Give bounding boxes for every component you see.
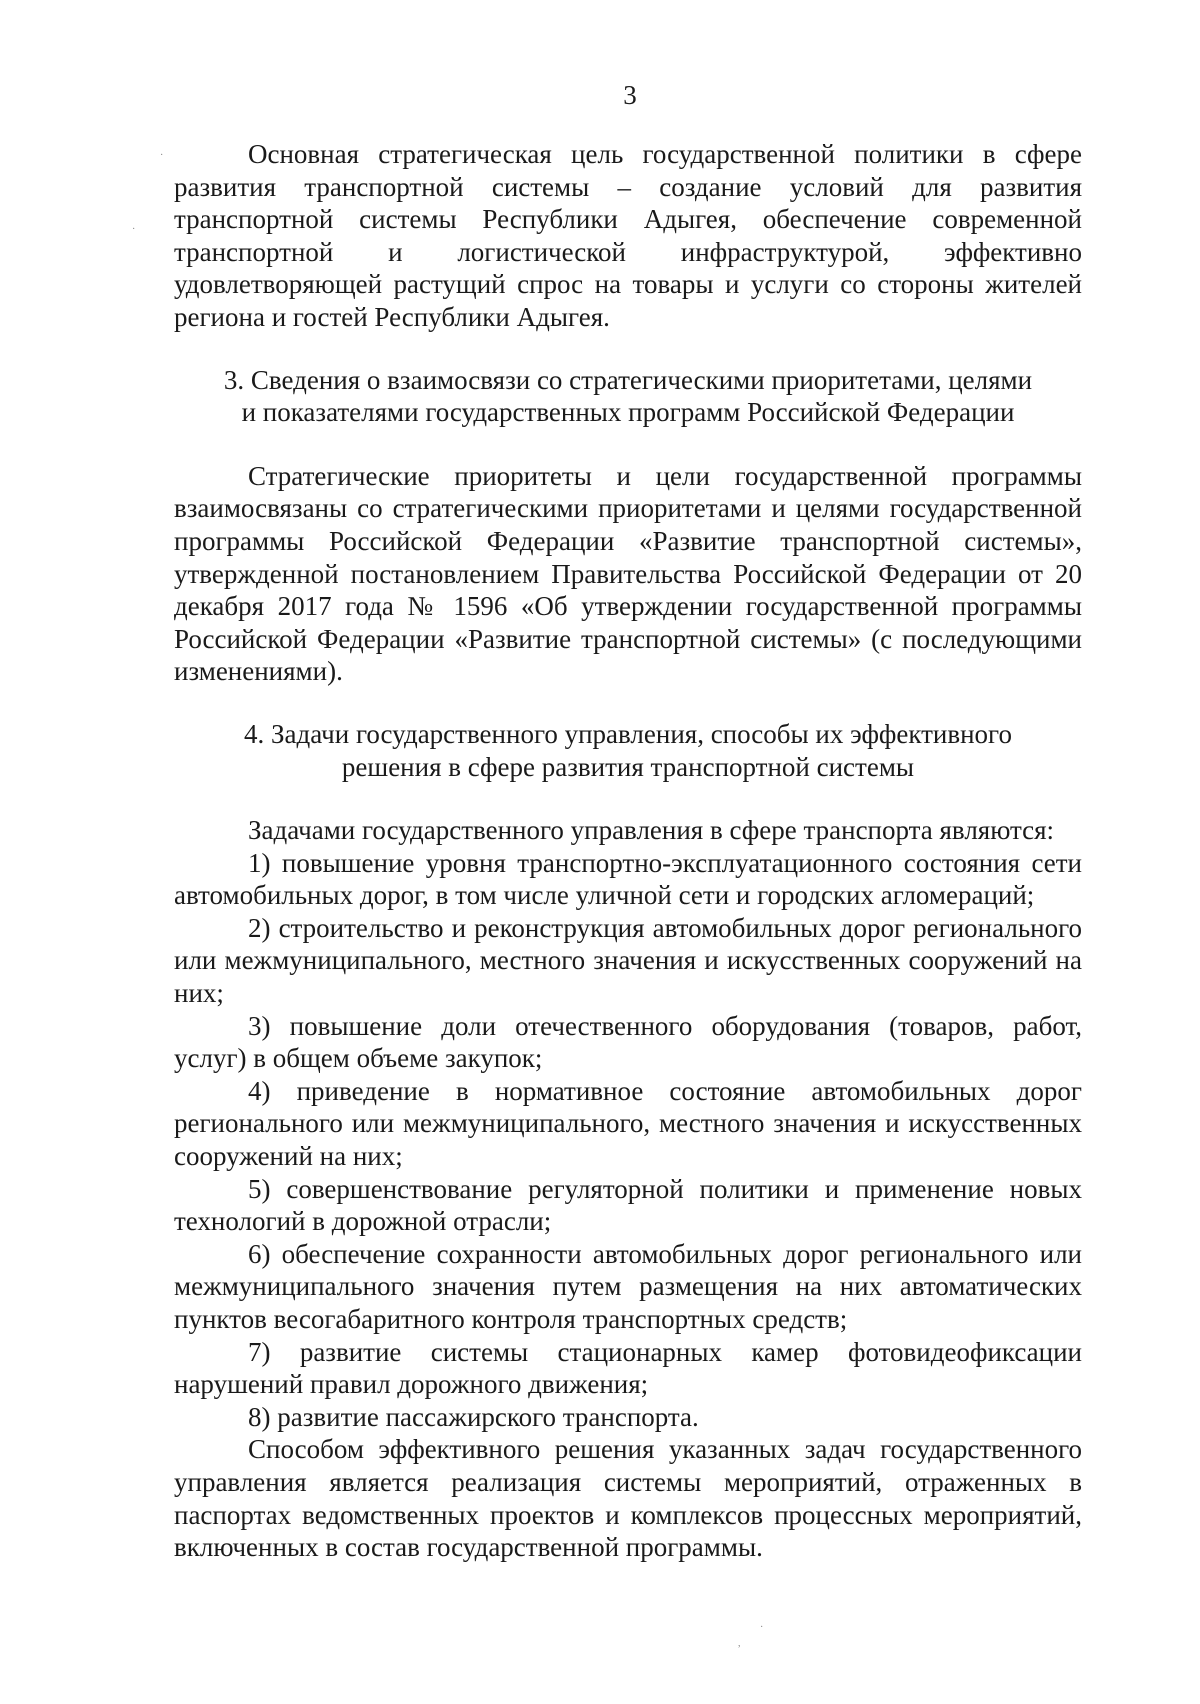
scan-speck: ·: [760, 1622, 764, 1633]
list-item-8: 8) развитие пассажирского транспорта.: [248, 1401, 699, 1432]
page-number: 3: [623, 80, 637, 110]
section-3-title-line-2: и показателями государственных программ Российской Федерации: [241, 397, 1015, 428]
list-item-7: 7) развитие системы стационарных камер фотовидеофиксации нарушений правил дорожного движения;: [174, 1336, 1082, 1400]
list-item-6: 6) обеспечение сохранности автомобильных дорог регионального или межмуниципального значения путем размещения на них автоматических пунктов весогабаритного контроля транспортных средств;: [174, 1238, 1082, 1334]
list-item-3: 3) повышение доли отечественного оборудования (товаров, работ, услуг) в общем объеме закупок;: [174, 1010, 1082, 1074]
document-body: [174, 138, 1082, 1564]
list-item-1: 1) повышение уровня транспортно-эксплуатационного состояния сети автомобильных дорог, в том числе уличной сети и городских агломераций;: [174, 847, 1082, 911]
section-3-title-line-1: 3. Сведения о взаимосвязи со стратегическими приоритетами, целями: [223, 364, 1033, 395]
closing-paragraph: Способом эффективного решения указанных задач государственного управления является реализация системы мероприятий, отраженных в паспортах ведомственных проектов и комплексов процессных мероприятий, включенных в состав государственной программы.: [174, 1434, 1082, 1563]
section-3-paragraph: Стратегические приоритеты и цели государственной программы взаимосвязаны со стратегическими приоритетами и целями государственной программы Российской Федерации «Развитие транспортной системы», утвержденной постановлением Правительства Российской Федерации от 20 декабря 2017 года № 1596 «Об утверждении государственной программы Российской Федерации «Развитие транспортной системы» (с последующими изменениями).: [174, 460, 1082, 687]
scan-speck: ,: [738, 1638, 741, 1649]
section-4-title-line-1: 4. Задачи государственного управления, способы их эффективного: [244, 718, 1012, 749]
list-item-4: 4) приведение в нормативное состояние автомобильных дорог регионального или межмуниципального, местного значения и искусственных сооружений на них;: [174, 1075, 1082, 1172]
scan-speck: ·: [132, 224, 136, 235]
section-3-title: [174, 364, 1082, 429]
scan-speck: ·: [160, 150, 164, 161]
intro-paragraph: Основная стратегическая цель государственной политики в сфере развития транспортной системы – создание условий для развития транспортной системы Республики Адыгея, обеспечение современной транспортной и логистической инфраструктурой, эффективно удовлетворяющей растущий спрос на товары и услуги со стороны жителей региона и гостей Республики Адыгея.: [174, 139, 1082, 332]
list-item-2: 2) строительство и реконструкция автомобильных дорог регионального или межмуниципального, местного значения и искусственных сооружений на них;: [174, 912, 1082, 1009]
section-4-lead: Задачами государственного управления в сфере транспорта являются:: [248, 815, 1055, 846]
section-4-title: [174, 718, 1082, 783]
section-4-title-line-2: решения в сфере развития транспортной системы: [341, 751, 915, 782]
list-item-5: 5) совершенствование регуляторной политики и применение новых технологий в дорожной отрасли;: [174, 1173, 1082, 1237]
